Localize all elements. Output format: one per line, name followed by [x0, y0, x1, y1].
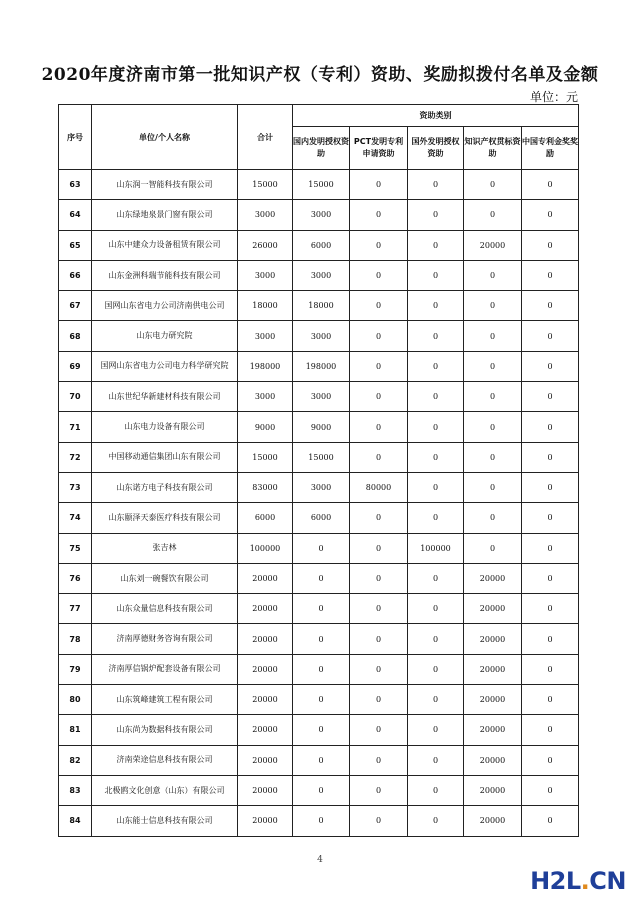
cell-foreign-invention: 0: [408, 351, 464, 381]
cell-total: 83000: [238, 472, 293, 502]
table-row: [59, 775, 579, 805]
cell-total: 26000: [238, 230, 293, 260]
cell-seq: 69: [59, 351, 92, 381]
cell-domestic-invention: 0: [293, 624, 350, 654]
cell-foreign-invention: 0: [408, 715, 464, 745]
cell-pct: 0: [350, 230, 408, 260]
cell-foreign-invention: 0: [408, 806, 464, 836]
cell-domestic-invention: 0: [293, 806, 350, 836]
cell-domestic-invention: 3000: [293, 260, 350, 290]
funding-table: [58, 104, 579, 837]
cell-pct: 0: [350, 563, 408, 593]
table-row: [59, 291, 579, 321]
cell-domestic-invention: 3000: [293, 382, 350, 412]
table-row: [59, 200, 579, 230]
cell-gold-award: 0: [522, 775, 579, 805]
cell-gold-award: 0: [522, 351, 579, 381]
cell-domestic-invention: 0: [293, 563, 350, 593]
cell-total: 6000: [238, 503, 293, 533]
cell-foreign-invention: 0: [408, 382, 464, 412]
cell-name: 山东筑峰建筑工程有限公司: [92, 685, 238, 715]
cell-name: 山东能士信息科技有限公司: [92, 806, 238, 836]
cell-pct: 0: [350, 260, 408, 290]
cell-total: 100000: [238, 533, 293, 563]
cell-foreign-invention: 0: [408, 170, 464, 200]
cell-name: 山东刘一碗餐饮有限公司: [92, 563, 238, 593]
cell-ip-standard: 0: [464, 472, 522, 502]
cell-foreign-invention: 0: [408, 260, 464, 290]
table-row: [59, 806, 579, 836]
cell-seq: 72: [59, 442, 92, 472]
cell-name: 山东润一智能科技有限公司: [92, 170, 238, 200]
cell-pct: 0: [350, 200, 408, 230]
cell-gold-award: 0: [522, 745, 579, 775]
cell-foreign-invention: 0: [408, 442, 464, 472]
header-domestic-invention: 国内发明授权资助: [293, 127, 350, 170]
cell-pct: 0: [350, 624, 408, 654]
cell-seq: 84: [59, 806, 92, 836]
cell-seq: 70: [59, 382, 92, 412]
cell-name: 济南荣途信息科技有限公司: [92, 745, 238, 775]
cell-seq: 79: [59, 654, 92, 684]
cell-foreign-invention: 0: [408, 745, 464, 775]
cell-pct: 0: [350, 351, 408, 381]
cell-total: 3000: [238, 382, 293, 412]
cell-ip-standard: 20000: [464, 654, 522, 684]
cell-ip-standard: 0: [464, 503, 522, 533]
cell-seq: 65: [59, 230, 92, 260]
cell-seq: 82: [59, 745, 92, 775]
cell-seq: 77: [59, 594, 92, 624]
cell-pct: 0: [350, 806, 408, 836]
cell-seq: 71: [59, 412, 92, 442]
table-row: [59, 412, 579, 442]
cell-foreign-invention: 0: [408, 563, 464, 593]
cell-total: 3000: [238, 260, 293, 290]
table-row: [59, 715, 579, 745]
cell-seq: 76: [59, 563, 92, 593]
cell-foreign-invention: 0: [408, 230, 464, 260]
cell-foreign-invention: 0: [408, 685, 464, 715]
cell-total: 15000: [238, 170, 293, 200]
cell-ip-standard: 20000: [464, 594, 522, 624]
table-row: [59, 351, 579, 381]
cell-ip-standard: 20000: [464, 806, 522, 836]
table-row: [59, 654, 579, 684]
cell-domestic-invention: 6000: [293, 503, 350, 533]
cell-pct: 0: [350, 775, 408, 805]
cell-ip-standard: 0: [464, 200, 522, 230]
cell-pct: 0: [350, 715, 408, 745]
cell-name: 张吉林: [92, 533, 238, 563]
cell-domestic-invention: 15000: [293, 442, 350, 472]
cell-total: 20000: [238, 806, 293, 836]
cell-name: 国网山东省电力公司济南供电公司: [92, 291, 238, 321]
cell-ip-standard: 0: [464, 442, 522, 472]
cell-ip-standard: 20000: [464, 745, 522, 775]
cell-domestic-invention: 0: [293, 594, 350, 624]
cell-domestic-invention: 0: [293, 685, 350, 715]
cell-gold-award: 0: [522, 230, 579, 260]
cell-foreign-invention: 100000: [408, 533, 464, 563]
cell-seq: 78: [59, 624, 92, 654]
cell-pct: 0: [350, 442, 408, 472]
cell-seq: 63: [59, 170, 92, 200]
cell-pct: 0: [350, 382, 408, 412]
cell-seq: 68: [59, 321, 92, 351]
cell-seq: 66: [59, 260, 92, 290]
cell-gold-award: 0: [522, 321, 579, 351]
cell-name: 山东尚为数据科技有限公司: [92, 715, 238, 745]
cell-gold-award: 0: [522, 685, 579, 715]
cell-foreign-invention: 0: [408, 503, 464, 533]
cell-name: 山东诺方电子科技有限公司: [92, 472, 238, 502]
cell-name: 中国移动通信集团山东有限公司: [92, 442, 238, 472]
cell-ip-standard: 20000: [464, 775, 522, 805]
header-group: 资助类别: [293, 105, 579, 127]
cell-seq: 81: [59, 715, 92, 745]
cell-domestic-invention: 9000: [293, 412, 350, 442]
header-seq: 序号: [59, 105, 92, 170]
table-row: [59, 533, 579, 563]
cell-gold-award: 0: [522, 533, 579, 563]
cell-foreign-invention: 0: [408, 321, 464, 351]
cell-total: 20000: [238, 654, 293, 684]
cell-ip-standard: 0: [464, 351, 522, 381]
cell-gold-award: 0: [522, 442, 579, 472]
cell-domestic-invention: 18000: [293, 291, 350, 321]
cell-name: 北极鸥文化创意（山东）有限公司: [92, 775, 238, 805]
cell-pct: 0: [350, 503, 408, 533]
table-row: [59, 170, 579, 200]
table-row: [59, 230, 579, 260]
cell-domestic-invention: 15000: [293, 170, 350, 200]
cell-total: 20000: [238, 715, 293, 745]
table-row: [59, 260, 579, 290]
cell-ip-standard: 0: [464, 170, 522, 200]
table-row: [59, 685, 579, 715]
cell-gold-award: 0: [522, 260, 579, 290]
cell-foreign-invention: 0: [408, 594, 464, 624]
cell-ip-standard: 20000: [464, 624, 522, 654]
cell-domestic-invention: 6000: [293, 230, 350, 260]
header-foreign-invention: 国外发明授权资助: [408, 127, 464, 170]
cell-ip-standard: 0: [464, 260, 522, 290]
cell-ip-standard: 20000: [464, 230, 522, 260]
watermark-part1: H2L: [530, 867, 581, 895]
cell-gold-award: 0: [522, 654, 579, 684]
cell-pct: 0: [350, 745, 408, 775]
cell-seq: 74: [59, 503, 92, 533]
cell-gold-award: 0: [522, 503, 579, 533]
cell-name: 山东绿地泉景门窗有限公司: [92, 200, 238, 230]
cell-foreign-invention: 0: [408, 200, 464, 230]
cell-seq: 75: [59, 533, 92, 563]
cell-pct: 0: [350, 594, 408, 624]
table-row: [59, 594, 579, 624]
cell-domestic-invention: 3000: [293, 472, 350, 502]
watermark-part2: CN: [589, 867, 626, 895]
cell-total: 9000: [238, 412, 293, 442]
cell-domestic-invention: 0: [293, 775, 350, 805]
cell-pct: 0: [350, 685, 408, 715]
header-total: 合计: [238, 105, 293, 170]
cell-name: 国网山东省电力公司电力科学研究院: [92, 351, 238, 381]
cell-pct: 0: [350, 170, 408, 200]
watermark-logo: [530, 867, 626, 895]
table-row: [59, 321, 579, 351]
table-row: [59, 442, 579, 472]
header-ip-standard: 知识产权贯标资助: [464, 127, 522, 170]
cell-name: 山东电力研究院: [92, 321, 238, 351]
cell-pct: 0: [350, 533, 408, 563]
cell-foreign-invention: 0: [408, 291, 464, 321]
cell-name: 山东金洲科瑞节能科技有限公司: [92, 260, 238, 290]
cell-name: 济南厚德财务咨询有限公司: [92, 624, 238, 654]
table-row: [59, 382, 579, 412]
cell-gold-award: 0: [522, 291, 579, 321]
cell-name: 山东世纪华新建材科技有限公司: [92, 382, 238, 412]
cell-pct: 80000: [350, 472, 408, 502]
cell-seq: 67: [59, 291, 92, 321]
cell-gold-award: 0: [522, 624, 579, 654]
table-row: [59, 472, 579, 502]
header-name: 单位/个人名称: [92, 105, 238, 170]
header-pct: PCT发明专利申请资助: [350, 127, 408, 170]
cell-name: 山东电力设备有限公司: [92, 412, 238, 442]
cell-foreign-invention: 0: [408, 775, 464, 805]
cell-pct: 0: [350, 321, 408, 351]
cell-name: 山东众量信息科技有限公司: [92, 594, 238, 624]
cell-gold-award: 0: [522, 563, 579, 593]
cell-total: 20000: [238, 594, 293, 624]
cell-seq: 80: [59, 685, 92, 715]
cell-total: 20000: [238, 563, 293, 593]
cell-total: 18000: [238, 291, 293, 321]
cell-gold-award: 0: [522, 594, 579, 624]
cell-seq: 73: [59, 472, 92, 502]
cell-foreign-invention: 0: [408, 412, 464, 442]
cell-seq: 64: [59, 200, 92, 230]
table-row: [59, 563, 579, 593]
cell-ip-standard: 20000: [464, 563, 522, 593]
cell-ip-standard: 20000: [464, 715, 522, 745]
cell-total: 20000: [238, 745, 293, 775]
cell-total: 20000: [238, 624, 293, 654]
cell-total: 3000: [238, 200, 293, 230]
cell-ip-standard: 0: [464, 321, 522, 351]
cell-domestic-invention: 0: [293, 715, 350, 745]
cell-domestic-invention: 0: [293, 654, 350, 684]
cell-name: 山东颐泽天泰医疗科技有限公司: [92, 503, 238, 533]
cell-total: 198000: [238, 351, 293, 381]
cell-pct: 0: [350, 412, 408, 442]
document-title: 2020年度济南市第一批知识产权（专利）资助、奖励拟拨付名单及金额: [41, 65, 599, 85]
table-row: [59, 624, 579, 654]
cell-total: 3000: [238, 321, 293, 351]
cell-ip-standard: 0: [464, 291, 522, 321]
cell-name: 山东中建众力设备租赁有限公司: [92, 230, 238, 260]
cell-gold-award: 0: [522, 412, 579, 442]
cell-pct: 0: [350, 654, 408, 684]
cell-gold-award: 0: [522, 170, 579, 200]
cell-gold-award: 0: [522, 806, 579, 836]
cell-seq: 83: [59, 775, 92, 805]
unit-label: 单位：元: [529, 90, 578, 104]
cell-ip-standard: 0: [464, 382, 522, 412]
cell-domestic-invention: 0: [293, 533, 350, 563]
cell-name: 济南厚信锅炉配套设备有限公司: [92, 654, 238, 684]
table-row: [59, 745, 579, 775]
cell-ip-standard: 0: [464, 533, 522, 563]
cell-foreign-invention: 0: [408, 624, 464, 654]
cell-total: 20000: [238, 685, 293, 715]
cell-total: 20000: [238, 775, 293, 805]
cell-domestic-invention: 3000: [293, 321, 350, 351]
page-number: 4: [317, 855, 323, 865]
header-gold-award: 中国专利金奖奖励: [522, 127, 579, 170]
cell-ip-standard: 0: [464, 412, 522, 442]
cell-foreign-invention: 0: [408, 654, 464, 684]
cell-gold-award: 0: [522, 200, 579, 230]
cell-ip-standard: 20000: [464, 685, 522, 715]
cell-gold-award: 0: [522, 715, 579, 745]
cell-domestic-invention: 3000: [293, 200, 350, 230]
cell-total: 15000: [238, 442, 293, 472]
cell-gold-award: 0: [522, 382, 579, 412]
cell-gold-award: 0: [522, 472, 579, 502]
cell-pct: 0: [350, 291, 408, 321]
table-row: [59, 503, 579, 533]
cell-foreign-invention: 0: [408, 472, 464, 502]
watermark-dot: .: [580, 867, 590, 895]
cell-domestic-invention: 0: [293, 745, 350, 775]
cell-domestic-invention: 198000: [293, 351, 350, 381]
